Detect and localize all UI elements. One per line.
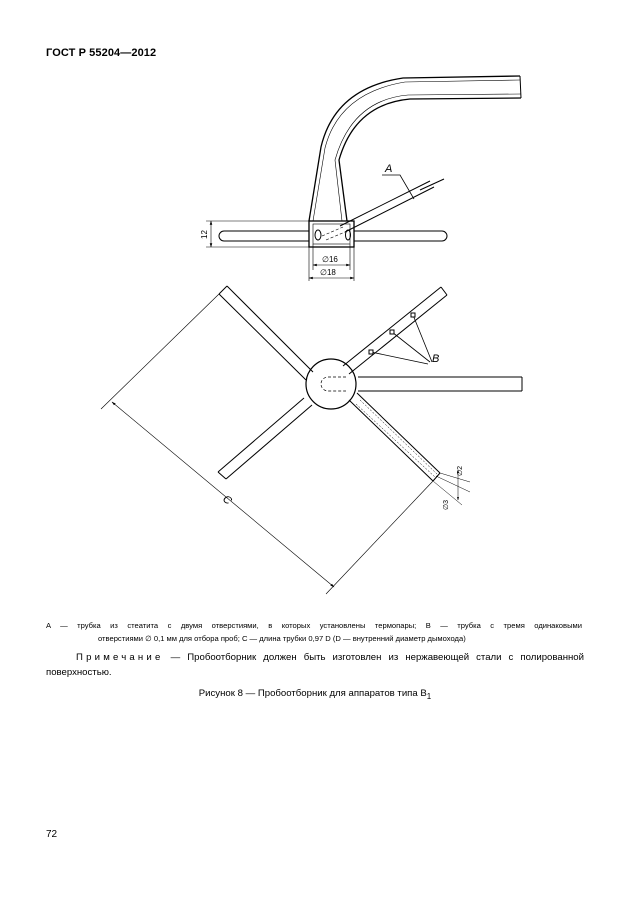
dim-diameter-2: ∅2: [457, 466, 464, 476]
legend-line-2: отверстиями ∅ 0,1 мм для отбора проб; C — длина трубки 0,97 D (D — внутренний диаметр дымохода): [98, 634, 466, 643]
caption-text: Рисунок 8 — Пробоотборник для аппаратов типа В: [198, 688, 427, 699]
note-label: Примечание: [76, 652, 164, 663]
label-c: C: [220, 493, 234, 508]
dim-height-12: 12: [200, 230, 209, 239]
document-header: ГОСТ Р 55204—2012: [46, 47, 157, 59]
dim-diameter-16: ∅16: [322, 255, 338, 264]
note-line-2: поверхностью.: [46, 667, 112, 678]
dim-diameter-18: ∅18: [320, 268, 336, 277]
sample-holes: [369, 313, 415, 354]
figure-legend: [46, 619, 582, 645]
side-section-view: [206, 76, 521, 281]
page-number: 72: [46, 829, 58, 840]
label-a: A: [385, 163, 393, 175]
note-line-1: [46, 650, 584, 665]
note: [46, 650, 584, 680]
legend-line-1: A — трубка из стеатита с двумя отверстиями, в которых установлены термопары; B — трубка с тремя одинаковыми: [46, 621, 582, 630]
note-text: — Пробоотборник должен быть изготовлен из нержавеющей стали с полированной: [163, 652, 584, 663]
dim-diameter-3: ∅3: [443, 500, 450, 510]
figure-caption: [0, 688, 630, 701]
caption-subscript: 1: [426, 691, 432, 701]
label-b: B: [432, 353, 440, 365]
plan-view: [101, 286, 522, 594]
